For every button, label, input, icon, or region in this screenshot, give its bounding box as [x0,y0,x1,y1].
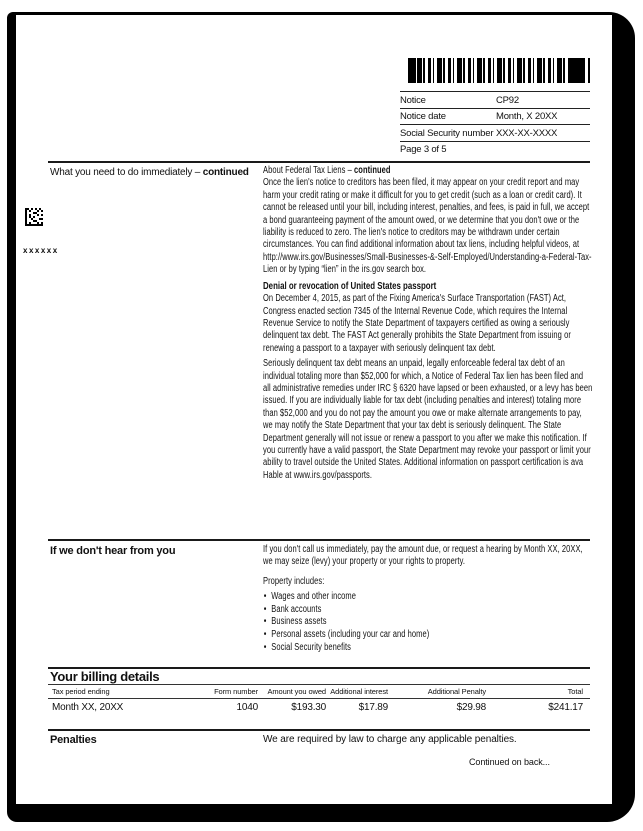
additional-penalty-cell: $29.98 [456,702,486,713]
immediately-content [263,165,593,485]
liens-paragraph: Once the lien's notice to creditors has been filed, it may appear on your credit report and may harm your credit rating or make it difficult for you to get credit (such as a loan or credit card). It cannot be released until your bill, including interest, penalties, and fees, is paid in full, we accept a bond guaranteeing payment of the amount owed, or we determine that you don't owe or the liability is reduced to zero. The lien's notice to creditors may be withdrawn under certain circumstances. You can find additional information about tax liens, including helpful videos, at http://www.irs.gov/Businesses/Small-Businesses-&-Self-Employed/Understanding-a-Federal-Tax-Lien or by typing “lien” in the irs.gov search box. [263,177,592,276]
margin-mark: xxxxxx [23,246,59,255]
list-item: • Business assets [263,616,593,629]
liens-subheading-text: About Federal Tax Liens – [263,165,355,176]
continued-on-back: Continued on back... [469,757,550,768]
section-heading-text: What you need to do immediately – [50,167,203,178]
column-header: Additional interest [326,685,388,699]
section-heading-continued: continued [202,167,249,178]
list-item: • Personal assets (including your car and home) [263,629,593,642]
list-item: • Bank accounts [263,604,593,617]
property-list-intro: Property includes: [263,575,325,587]
notice-date-row [400,108,590,125]
additional-interest-cell: $17.89 [358,702,388,713]
section-heading-no-hear: If we don't hear from you [50,545,176,557]
passport-paragraph-1: On December 4, 2015, as part of the Fixing America's Surface Transportation (FAST) Act, Congress enacted section 7345 of the Internal Revenue Code, which requires the Internal Revenue Service to notify the State Department of taxpayers certified as owing a seriously delinquent tax debt. The FAST Act generally prohibits the State Department from issuing or renewing a passport to a taxpayer with seriously delinquent tax debt. [263,293,571,354]
page-indicator: Page 3 of 5 [400,141,590,156]
form-number-cell: 1040 [236,702,258,713]
notice-info-box [400,91,590,155]
column-header: Additional Penalty [388,685,486,699]
section-divider [48,539,590,541]
no-hear-paragraph: If you don't call us immediately, pay the amount due, or request a hearing by Month XX, 20XX, we may seize (levy) your property or your rights to property. [263,544,583,568]
list-item: • Wages and other income [263,591,593,604]
notice-date-label: Notice date [400,111,446,122]
column-header: Form number [203,685,258,699]
section-heading-penalties: Penalties [50,734,97,746]
liens-subheading [263,165,593,177]
ssn-label: Social Security number [400,127,494,139]
section-divider [48,729,590,731]
notice-row [400,91,590,108]
passport-heading: Denial or revocation of United States passport [263,279,437,292]
column-header: Total [486,685,590,699]
penalties-paragraph: We are required by law to charge any applicable penalties. [263,734,517,745]
billing-heading: Your billing details [50,669,160,684]
column-header: Tax period ending [48,685,203,699]
amount-owed-cell: $193.30 [291,702,326,713]
billing-data-row [48,699,590,714]
ssn-row [400,124,590,141]
list-item: • Social Security benefits [263,642,593,655]
column-header: Amount you owed [258,685,326,699]
billing-header-row [48,685,590,699]
total-cell: $241.17 [548,702,583,713]
datamatrix-icon [25,208,43,226]
notice-date-value: Month, X 20XX [496,111,558,122]
billing-table [48,684,590,713]
notice-page [16,15,612,804]
section-divider [48,161,590,163]
ssn-value: XXX-XX-XXXX [496,127,558,139]
no-hear-content [263,544,593,654]
mailing-barcode-icon [408,58,588,83]
passport-paragraph-2: Seriously delinquent tax debt means an unpaid, legally enforceable federal tax debt of an individual totaling more than $52,000 for which, a Notice of Federal Tax lien has been filed and all administrative remedies under IRC § 6320 have lapsed or been exhausted, or a levy has been issued. If you are individually liable for tax debt (including penalties and interest) totaling more than $52,000 and you do not pay the amount you owe or make alternate arrangements to pay, we may notify the State Department that your tax debt is seriously delinquent. The State Department generally will not issue or renew a passport to you after we make this notification. If you currently have a valid passport, the State Department may revoke your passport or limit your ability to travel outside the United States. Additional information on passport certification is ava Hable at www.irs.gov/passports. [263,358,593,481]
property-list [263,591,593,654]
section-heading-immediately [50,167,249,178]
liens-subheading-continued: continued [354,165,391,176]
notice-value: CP92 [496,94,519,106]
tax-period-cell: Month XX, 20XX [52,702,124,713]
notice-label: Notice [400,94,426,106]
